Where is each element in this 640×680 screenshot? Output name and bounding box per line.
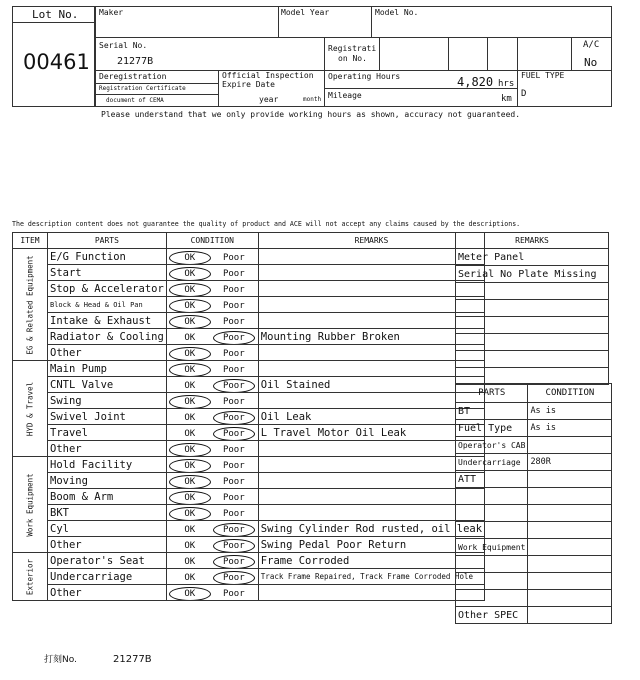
table-row [13, 297, 485, 313]
poor-option: Poor [222, 588, 245, 599]
condition-cell [166, 505, 258, 521]
poor-option: Poor [222, 508, 245, 519]
right-part-condition: As is [528, 420, 612, 437]
condition-cell [166, 569, 258, 585]
remark-cell: Oil Leak [258, 409, 484, 425]
ok-option: OK [184, 524, 196, 535]
table-row [13, 553, 485, 569]
item-header: ITEM [13, 233, 48, 249]
poor-option: Poor [222, 300, 245, 311]
official-inspection-label: Official Inspection [222, 71, 314, 80]
remark-cell [258, 457, 484, 473]
condition-cell [166, 521, 258, 537]
table-row [13, 521, 485, 537]
stamp-value: 21277B [113, 654, 152, 665]
right-part-name: BT [456, 403, 528, 420]
category-cell [13, 553, 48, 601]
poor-option: Poor [222, 460, 245, 471]
condition-cell [166, 345, 258, 361]
year-label: year [259, 95, 279, 104]
remark-cell [258, 345, 484, 361]
ok-option: OK [184, 556, 196, 567]
right-parts-row [456, 437, 612, 454]
condition-cell [166, 473, 258, 489]
category-label: EG & Related Equipment [25, 254, 35, 355]
remark-cell: Swing Cylinder Rod rusted, oil leak [258, 521, 484, 537]
table-row [13, 473, 485, 489]
part-name: Boom & Arm [48, 489, 167, 505]
right-part-name [456, 573, 528, 590]
registration-label-1: Registrati [328, 44, 377, 53]
right-remark-line [456, 283, 609, 300]
part-name: Undercarriage [48, 569, 167, 585]
table-row [13, 345, 485, 361]
right-part-condition [528, 505, 612, 522]
poor-circled: Poor [212, 541, 256, 551]
category-cell [13, 361, 48, 457]
ok-circled: OK [168, 349, 212, 359]
ok-circled: OK [168, 253, 212, 263]
km-label: km [501, 94, 512, 104]
remarks-header: REMARKS [258, 233, 484, 249]
ok-option: OK [184, 412, 196, 423]
remark-cell [258, 265, 484, 281]
remark-cell: Oil Stained [258, 377, 484, 393]
ok-circled: OK [168, 493, 212, 503]
remark-cell [258, 473, 484, 489]
ok-circled: OK [168, 589, 212, 599]
ok-option: OK [184, 540, 196, 551]
right-parts-row [456, 607, 612, 624]
registration-certificate-label: Registration Certificate [99, 85, 186, 92]
condition-cell [166, 537, 258, 553]
category-label: HYD & Travel [25, 381, 35, 436]
poor-option: Poor [222, 444, 245, 455]
right-parts-table [455, 383, 612, 624]
part-name: E/G Function [48, 249, 167, 265]
right-parts-row [456, 471, 612, 488]
remark-cell: Mounting Rubber Broken [258, 329, 484, 345]
table-row [13, 361, 485, 377]
operating-hours-value: 4,820 [457, 75, 494, 89]
right-part-name: Fuel Type [456, 420, 528, 437]
right-part-condition [528, 488, 612, 505]
ok-circled: OK [168, 397, 212, 407]
condition-cell [166, 361, 258, 377]
serial-label: Serial No. [99, 41, 148, 50]
right-parts-row [456, 573, 612, 590]
right-remark-line [456, 368, 609, 385]
part-name: Start [48, 265, 167, 281]
serial-value: 21277B [117, 56, 154, 67]
right-part-name [456, 556, 528, 573]
category-cell [13, 457, 48, 553]
right-remark-line [456, 334, 609, 351]
ok-circled: OK [168, 269, 212, 279]
right-part-condition: As is [528, 403, 612, 420]
right-remarks-table [455, 232, 609, 385]
parts-header: PARTS [48, 233, 167, 249]
remark-cell: Track Frame Repaired, Track Frame Corroded Hole [258, 569, 484, 585]
ok-option: OK [184, 380, 196, 391]
ok-circled: OK [168, 301, 212, 311]
table-row [13, 569, 485, 585]
condition-cell [166, 409, 258, 425]
table-row [13, 585, 485, 601]
right-part-condition [528, 556, 612, 573]
document-label: document of CEMA [106, 97, 164, 104]
right-parts-row [456, 539, 612, 556]
right-part-condition [528, 471, 612, 488]
fuel-type-value: D [521, 89, 527, 99]
right-remark-line [456, 351, 609, 368]
part-name: Swing [48, 393, 167, 409]
condition-cell [166, 297, 258, 313]
poor-circled: Poor [212, 413, 256, 423]
poor-option: Poor [222, 476, 245, 487]
right-condition-header: CONDITION [528, 384, 612, 403]
ok-option: OK [184, 572, 196, 583]
remark-cell: Frame Corroded [258, 553, 484, 569]
category-label: Work Equipment [25, 472, 35, 537]
part-name: Travel [48, 425, 167, 441]
part-name: Radiator & Cooling [48, 329, 167, 345]
right-remark-line [456, 300, 609, 317]
right-part-condition [528, 437, 612, 454]
right-parts-row [456, 488, 612, 505]
right-part-condition [528, 522, 612, 539]
table-row [13, 505, 485, 521]
maker-label: Maker [99, 8, 124, 17]
part-name: BKT [48, 505, 167, 521]
ok-option: OK [184, 428, 196, 439]
remark-cell [258, 249, 484, 265]
part-name: Swivel Joint [48, 409, 167, 425]
table-row [13, 537, 485, 553]
condition-cell [166, 393, 258, 409]
table-row [13, 265, 485, 281]
part-name: Main Pump [48, 361, 167, 377]
right-parts-row [456, 505, 612, 522]
ok-circled: OK [168, 365, 212, 375]
condition-cell [166, 281, 258, 297]
poor-circled: Poor [212, 525, 256, 535]
part-name: Cyl [48, 521, 167, 537]
condition-cell [166, 265, 258, 281]
table-header-row [13, 233, 485, 249]
condition-cell [166, 329, 258, 345]
mileage-label: Mileage [328, 91, 362, 100]
table-row [13, 377, 485, 393]
model-no-label: Model No. [375, 8, 419, 17]
right-part-name [456, 505, 528, 522]
hours-notice: Please understand that we only provide working hours as shown, accuracy not guaranteed. [101, 110, 521, 119]
right-part-condition [528, 590, 612, 607]
part-name: Stop & Accelerator [48, 281, 167, 297]
condition-cell [166, 425, 258, 441]
table-row [13, 329, 485, 345]
table-row [13, 409, 485, 425]
condition-cell [166, 313, 258, 329]
inspection-table [12, 232, 485, 601]
disclaimer-text: The description content does not guarantee the quality of product and ACE will not accept any claims caused by the descriptions. [12, 220, 521, 228]
poor-option: Poor [222, 492, 245, 503]
stamp-label: 打刻No. [44, 655, 77, 665]
ok-circled: OK [168, 477, 212, 487]
remark-cell [258, 361, 484, 377]
part-name: Other [48, 441, 167, 457]
right-part-name: ATT [456, 471, 528, 488]
poor-circled: Poor [212, 557, 256, 567]
ok-circled: OK [168, 509, 212, 519]
right-parts-row [456, 556, 612, 573]
remark-cell [258, 489, 484, 505]
part-name: Moving [48, 473, 167, 489]
condition-cell [166, 441, 258, 457]
fuel-type-label: FUEL TYPE [521, 71, 565, 80]
table-row [13, 313, 485, 329]
ok-circled: OK [168, 445, 212, 455]
right-remark-line: Meter Panel [456, 249, 609, 266]
category-label: Exterior [25, 558, 35, 595]
right-part-condition [528, 607, 612, 624]
ok-circled: OK [168, 317, 212, 327]
part-name: Other [48, 585, 167, 601]
ac-label: A/C [583, 40, 600, 50]
right-parts-row [456, 522, 612, 539]
condition-cell [166, 457, 258, 473]
poor-option: Poor [222, 396, 245, 407]
table-row [13, 425, 485, 441]
table-row [13, 457, 485, 473]
right-parts-row [456, 590, 612, 607]
remark-cell [258, 313, 484, 329]
right-parts-row [456, 403, 612, 420]
condition-cell [166, 489, 258, 505]
remark-cell: Swing Pedal Poor Return [258, 537, 484, 553]
right-parts-row [456, 420, 612, 437]
remark-cell [258, 585, 484, 601]
poor-option: Poor [222, 364, 245, 375]
right-part-name: Operator's CAB [456, 437, 528, 454]
part-name: Operator's Seat [48, 553, 167, 569]
right-part-name [456, 488, 528, 505]
right-remark-line [456, 317, 609, 334]
part-name: Intake & Exhaust [48, 313, 167, 329]
table-row [13, 249, 485, 265]
remark-cell [258, 281, 484, 297]
condition-header: CONDITION [166, 233, 258, 249]
table-row [13, 441, 485, 457]
month-label: month [303, 96, 322, 103]
poor-circled: Poor [212, 381, 256, 391]
right-remark-line: Serial No Plate Missing [456, 266, 609, 283]
right-part-name: Undercarriage [456, 454, 528, 471]
poor-option: Poor [222, 252, 245, 263]
condition-cell [166, 553, 258, 569]
right-parts-row [456, 454, 612, 471]
deregistration-label: Deregistration [99, 72, 167, 81]
right-part-condition [528, 539, 612, 556]
condition-cell [166, 377, 258, 393]
remark-cell [258, 505, 484, 521]
lot-label: Lot No. [32, 8, 79, 21]
ok-circled: OK [168, 285, 212, 295]
part-name: Hold Facility [48, 457, 167, 473]
condition-cell [166, 249, 258, 265]
expire-date-label: Expire Date [222, 80, 275, 89]
right-remarks-header: REMARKS [456, 233, 609, 249]
right-part-name: Other SPEC [456, 607, 528, 624]
poor-circled: Poor [212, 333, 256, 343]
table-row [13, 393, 485, 409]
right-parts-header: PARTS [456, 384, 528, 403]
hrs-label: hrs [498, 79, 515, 89]
right-part-name [456, 522, 528, 539]
condition-cell [166, 585, 258, 601]
poor-circled: Poor [212, 573, 256, 583]
operating-hours-label: Operating Hours [328, 72, 401, 81]
poor-option: Poor [222, 348, 245, 359]
right-part-condition [528, 573, 612, 590]
table-row [13, 489, 485, 505]
category-cell [13, 249, 48, 361]
poor-option: Poor [222, 316, 245, 327]
model-year-label: Model Year [281, 8, 330, 17]
remark-cell [258, 441, 484, 457]
ok-circled: OK [168, 461, 212, 471]
remark-cell: L Travel Motor Oil Leak [258, 425, 484, 441]
poor-option: Poor [222, 284, 245, 295]
part-name: Other [48, 345, 167, 361]
right-part-name [456, 590, 528, 607]
registration-label-2: on No. [338, 54, 367, 63]
remark-cell [258, 393, 484, 409]
ac-value: No [584, 56, 598, 69]
poor-circled: Poor [212, 429, 256, 439]
remark-cell [258, 297, 484, 313]
right-part-condition: 280R [528, 454, 612, 471]
part-name: Block & Head & Oil Pan [48, 297, 167, 313]
right-part-name: Work Equipment [456, 539, 528, 556]
table-row [13, 281, 485, 297]
part-name: CNTL Valve [48, 377, 167, 393]
ok-option: OK [184, 332, 196, 343]
lot-number: 00461 [23, 50, 90, 74]
poor-option: Poor [222, 268, 245, 279]
part-name: Other [48, 537, 167, 553]
